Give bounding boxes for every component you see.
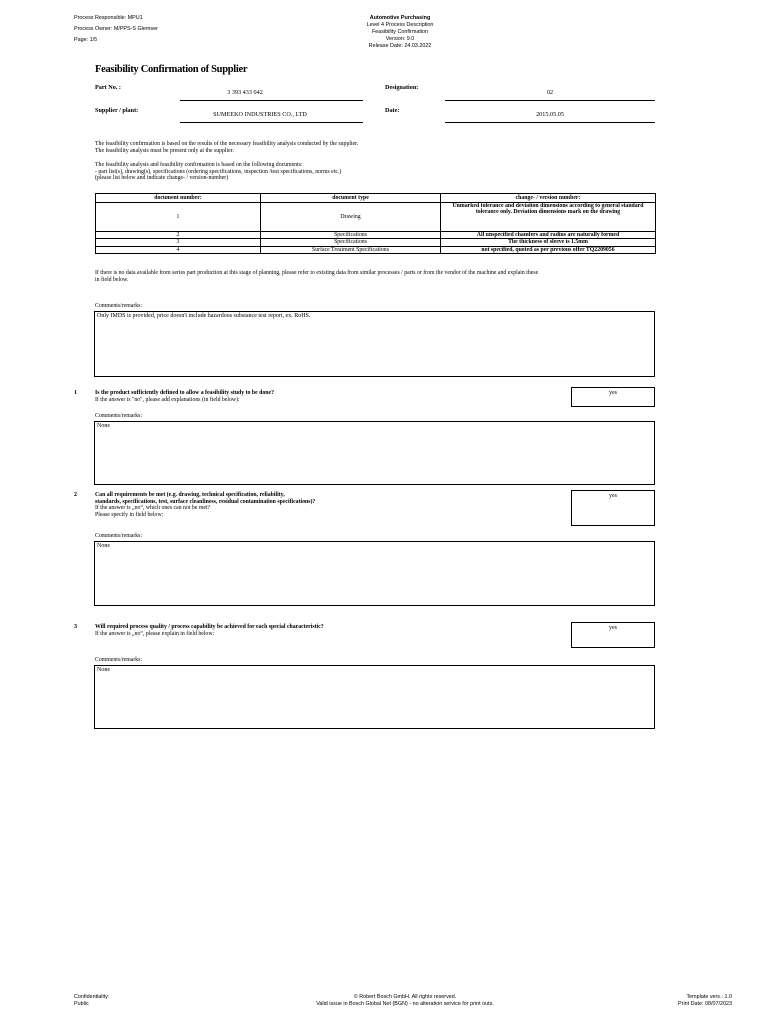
validity-text: Valid issue in Bosch Global Net (BGN) - no alteration service for print outs. [316, 1001, 494, 1007]
designation-value: 02 [546, 89, 554, 96]
doc-type-cell: Surface Treatment Specifications [261, 246, 441, 253]
question-1-comment-box[interactable] [94, 421, 655, 485]
header-center-title: Automotive Purchasing [369, 15, 431, 21]
question-3-answer-box[interactable] [571, 622, 655, 648]
intro-line: - part list(s), drawing(s), specifications (ordering specifications, inspection /test specifications, norms etc.) [95, 168, 342, 175]
doc-number-cell: 3 [96, 239, 261, 246]
doc-number-cell: 2 [96, 232, 261, 239]
copyright-text: © Robert Bosch GmbH. All rights reserved. [353, 994, 457, 1000]
question-3-comment-box[interactable] [94, 665, 655, 729]
footer-right [640, 994, 732, 1008]
supplier-value: SUMEEKO INDUSTRIES CO., LTD [213, 111, 307, 118]
question-sub-line: Please specify in field below: [95, 511, 164, 518]
col-header-document-number: document number: [96, 194, 261, 203]
intro-line: The feasibility analysis must be present only at the supplier. [95, 147, 234, 154]
intro-line: (please list below and indicate change- / version-number) [95, 175, 229, 182]
question-2-answer-box[interactable] [571, 490, 655, 526]
documents-table [95, 193, 656, 254]
note-line: in field below. [95, 276, 129, 283]
change-version-cell: The thickness of sleeve is 1.5mm [441, 239, 656, 246]
doc-number-cell: 4 [96, 246, 261, 253]
footer-center [260, 994, 550, 1008]
intro-line: The feasibility confirmation is based on the results of the necessary feasibility analysis conducted by the supplier. [95, 141, 359, 147]
table-row [96, 239, 656, 246]
question-line: Can all requirements be met (e.g. drawing, technical specification, reliability, [95, 492, 285, 498]
change-version-cell: not specified, quoted as per previous offer TQ2209056 [441, 246, 656, 253]
comments-label: Comments/remarks: [95, 413, 143, 419]
question-sub-line: If the answer is „no“, which ones can not be met? [95, 505, 211, 512]
question-2-comment: None [97, 543, 110, 549]
question-3-answer: yes [609, 625, 617, 631]
question-number: 2 [74, 492, 77, 498]
part-no-label: Part No. : [95, 84, 121, 91]
designation-label: Designation: [385, 84, 419, 91]
process-owner: Process Owner: M/PPS-S Glemser [74, 26, 158, 32]
date-label: Date: [385, 107, 400, 114]
table-row [96, 246, 656, 253]
general-comment-text: Only IMDS is provided, price doesn't include hazardous substance test report, ex. RoHS. [97, 313, 311, 319]
table-row [96, 203, 656, 232]
question-line: Is the product sufficiently defined to allow a feasibility study to be done? [95, 390, 274, 396]
table-header-row [96, 194, 656, 203]
supplier-label: Supplier / plant: [95, 107, 139, 114]
question-2-text [95, 492, 315, 518]
general-comment-box[interactable] [94, 311, 655, 377]
part-no-underline [180, 100, 363, 101]
part-no-value: 3 393 433 042 [227, 89, 263, 96]
note-line: If there is no data available from series part production at this stage of planning, please refer to existing data from similar processes / parts or from the vendor of the machine and explain these [95, 270, 539, 276]
question-line: Will required process quality / process capability be achieved for each special characteristic? [95, 624, 324, 630]
table-row [96, 232, 656, 239]
question-1-answer: yes [609, 390, 617, 396]
date-value: 2015.05.05 [536, 111, 564, 118]
intro-paragraph-1 [95, 141, 358, 154]
doc-number-cell: 1 [96, 203, 261, 232]
question-1-answer-box[interactable] [571, 387, 655, 407]
question-sub-line: If the answer is "no", please add explanations (in field below): [95, 396, 240, 403]
question-sub-line: If the answer is „no“, please explain in field below: [95, 630, 215, 637]
date-underline [445, 122, 655, 123]
comments-label: Comments/remarks: [95, 533, 143, 539]
question-3-comment: None [97, 667, 110, 673]
footer-left [74, 994, 109, 1008]
question-2-comment-box[interactable] [94, 541, 655, 606]
template-version: Template vers.: 1.0 [686, 994, 732, 1000]
process-responsible: Process Responsible: MPU1 [74, 15, 143, 21]
doc-type-cell: Specifications [261, 239, 441, 246]
change-version-cell: All unspecified chamfers and radius are naturally formed [441, 232, 656, 239]
question-1-comment: None [97, 423, 110, 429]
header-left [74, 15, 158, 44]
header-center-line: Feasibility Confirmation [371, 29, 429, 35]
confidentiality-value: Public [74, 1001, 89, 1007]
confidentiality-label: Confidentiality: [74, 994, 110, 1000]
intro-line: The feasibility analysis and feasibility confirmation is based on the following documents: [95, 162, 303, 168]
question-1-text [95, 390, 274, 403]
doc-type-cell: Specifications [261, 232, 441, 239]
no-data-note [95, 270, 538, 283]
col-header-document-type: document type [261, 194, 441, 203]
question-3-text [95, 624, 324, 637]
header-center-line: Release Date: 24.03.2022 [368, 43, 432, 49]
question-line: standards, specifications, test, surface cleanliness, residual contamination specifications)? [95, 498, 316, 505]
change-version-cell: Unmarked tolerance and deviation dimensions according to general standard tolerance only. Deviation dimensions mark on the drawing [441, 203, 656, 232]
intro-paragraph-2 [95, 162, 341, 182]
question-number: 3 [74, 624, 77, 630]
col-header-change-version: change- / version number: [441, 194, 656, 203]
designation-underline [445, 100, 655, 101]
print-date: Print Date: 08/07/2023 [678, 1001, 732, 1007]
question-2-answer: yes [609, 493, 617, 499]
question-number: 1 [74, 390, 77, 396]
page-number: Page: 1/5 [74, 37, 98, 43]
doc-type-cell: Drawing [261, 203, 441, 232]
header-center-line: Level 4 Process Description [366, 22, 434, 28]
supplier-underline [180, 122, 363, 123]
header-center [330, 15, 470, 50]
page-title: Feasibility Confirmation of Supplier [95, 64, 248, 75]
comments-label: Comments/remarks: [95, 303, 143, 309]
comments-label: Comments/remarks: [95, 657, 143, 663]
header-center-line: Version: 9.0 [385, 36, 415, 42]
